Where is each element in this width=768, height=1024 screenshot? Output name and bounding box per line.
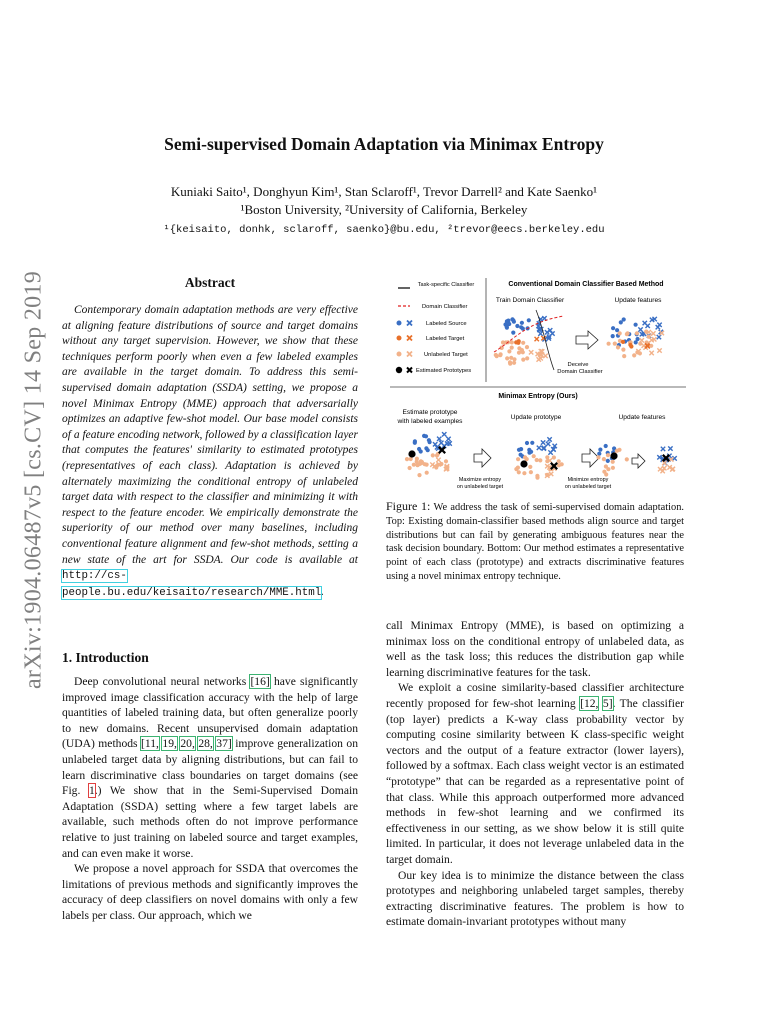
scatter-point — [510, 346, 514, 350]
intro-paragraph-4: Our key idea is to minimize the distance between the class prototypes and neighboring unlabeled target samples, thereby extracting discriminative features. The problem is how to estimate domain-invariant prototypes without many — [386, 868, 684, 929]
abstract-text: Contemporary domain adaptation methods are very effective at aligning feature distributions of source and target domains without any target supervision. However, we show that these techniques perform poorly when even a few labeled examples are available in the target domain. To address this semi-supervised domain adaptation (SSDA) setting, we propose a novel Minimax Entropy (MME) approach that adversarially optimizes an adaptive few-shot model. Our base model consists of a feature encoding network, followed by a classification layer that computes the features' similarity to estimated prototypes (representatives of each class). Adaptation is achieved by alternately maximizing the conditional entropy of unlabeled target data with respect to the classifier and minimizing it with respect to the feature encoder. We empirically demonstrate the superiority of our method over many baselines, including conventional feature alignment and few-shot methods, setting a new state of the art for SSDA. Our code is available at — [62, 304, 358, 566]
scatter-point — [517, 470, 521, 474]
scatter-cross — [649, 351, 653, 355]
scatter-point — [515, 324, 519, 328]
scatter-point — [517, 346, 521, 350]
bottom-panel-title: Minimax Entropy (Ours) — [498, 393, 578, 400]
scatter-point — [635, 331, 639, 335]
scatter-point — [525, 356, 529, 360]
scatter-point — [425, 463, 429, 467]
scatter-point — [417, 473, 421, 477]
intro-left-column — [62, 674, 358, 924]
bottom-cluster-2 — [514, 437, 564, 479]
scatter-point — [606, 467, 610, 471]
scatter-cross — [640, 338, 644, 342]
scatter-point — [621, 348, 625, 352]
scatter-point — [517, 351, 521, 355]
scatter-point — [527, 318, 531, 322]
bottom-cluster-4 — [657, 446, 676, 473]
scatter-point — [511, 331, 515, 335]
top-panel-title: Conventional Domain Classifier Based Method — [508, 281, 664, 288]
citation-link[interactable]: 19, — [162, 737, 177, 751]
arrow-icon — [632, 454, 645, 468]
scatter-point — [532, 454, 536, 458]
top-step-1-label: Train Domain Classifier — [495, 297, 565, 304]
scatter-point — [552, 455, 556, 459]
scatter-point — [560, 462, 564, 466]
scatter-point — [606, 453, 610, 457]
paper-title: Semi-supervised Domain Adaptation via Minimax Entropy — [164, 134, 604, 154]
scatter-point — [522, 471, 526, 475]
scatter-point — [519, 453, 523, 457]
abstract-body — [62, 303, 358, 601]
bottom-step-2-label: Update prototype — [510, 414, 562, 421]
scatter-point — [538, 458, 542, 462]
legend-unlabeled-target-label: Unlabeled Target — [424, 352, 468, 358]
scatter-cross — [538, 331, 542, 335]
legend-unlabeled-target-icon — [397, 352, 413, 357]
scatter-point — [613, 342, 617, 346]
scatter-point — [610, 452, 617, 459]
scatter-cross — [661, 447, 665, 451]
scatter-point — [625, 457, 629, 461]
scatter-point — [510, 340, 514, 344]
section-heading-introduction: 1. Introduction — [62, 650, 149, 665]
scatter-point — [596, 455, 600, 459]
text-run: have significantly improved image classification accuracy with the help of large quantities of labeled training data, but often generalize poorly to new domains. Recent unsupervised domain adaptation (UDA) methods — [62, 675, 358, 751]
abstract-heading: Abstract — [184, 275, 236, 290]
scatter-point — [634, 340, 638, 344]
intro-paragraph-2-cont: call Minimax Entropy (MME), is based on optimizing a minimax loss on the conditional entropy of unlabeled data, as well as the task loss; this reduces the distribution gap while learning discriminative features for the task. — [386, 619, 684, 679]
top-right-cluster — [607, 317, 665, 358]
scatter-point — [424, 434, 428, 438]
scatter-point — [607, 342, 611, 346]
arrow-icon — [576, 331, 598, 349]
scatter-cross — [543, 354, 547, 358]
text-run: . The classifier (top layer) predicts a K-way class probability vector by computing cosine similarity between K class-specific weight vectors and the output of a feature extractor (lower layers), followed by a softmax. Each class weight vector is an estimated “prototype” that can be regarded as a representative point of that class. While this approach outperformed more advanced methods in few-shot learning and we confirmed its effectiveness in our setting, as we show below it is still quite limited. In particular, it does not leverage unlabeled data in the target domain. — [386, 696, 684, 866]
scatter-point — [510, 317, 514, 321]
scatter-point — [525, 441, 529, 445]
scatter-point — [604, 444, 608, 448]
scatter-point — [629, 344, 633, 348]
scatter-point — [602, 457, 606, 461]
scatter-cross — [657, 348, 661, 352]
author-affiliations: ¹Boston University, ²University of California, Berkeley — [240, 202, 528, 217]
top-step-2-label: Update features — [614, 297, 662, 304]
figure-ref-link[interactable]: 1 — [88, 784, 95, 798]
scatter-cross — [645, 324, 649, 328]
text-run: improve generalization on unlabeled target data by aligning distributions, but can fail to learn discriminative class boundaries on target domains (see Fig. — [62, 737, 358, 798]
scatter-point — [611, 334, 615, 338]
scatter-point — [530, 441, 534, 445]
legend-labeled-source-icon — [397, 321, 413, 326]
maximize-entropy-label-2: on unlabeled target — [456, 484, 504, 490]
scatter-point — [622, 354, 626, 358]
caption-label: Figure 1: — [386, 499, 431, 513]
arxiv-id: arXiv:1904.06487v5 [cs.CV] 14 Sep 2019 — [20, 270, 47, 690]
scatter-point — [428, 440, 432, 444]
scatter-point — [521, 358, 525, 362]
scatter-cross — [657, 335, 661, 339]
scatter-point — [512, 361, 516, 365]
maximize-entropy-label-1: Maximize entropy — [458, 477, 502, 483]
arrow-icon — [582, 449, 599, 467]
scatter-point — [413, 441, 417, 445]
bottom-cluster-3 — [596, 444, 629, 477]
scatter-point — [626, 331, 630, 335]
scatter-point — [420, 460, 424, 464]
scatter-point — [535, 458, 539, 462]
scatter-point — [606, 459, 610, 463]
citation-link[interactable]: 5] — [602, 696, 613, 710]
deceive-label-2: Domain Classifier — [557, 369, 603, 375]
scatter-cross — [546, 442, 550, 446]
author-block — [0, 183, 768, 219]
caption-text: We address the task of semi-supervised domain adaptation. Top: Existing domain-classifier based methods align source and target distributions but can fail by generating ambiguous features near the task decision boundary. Bottom: Our method estimates a representative point of each class (prototype) and extracts discriminative features using a novel minimax entropy technique. — [386, 502, 684, 582]
citation-link[interactable]: 20, — [180, 737, 195, 751]
scatter-point — [424, 446, 428, 450]
scatter-point — [602, 470, 606, 474]
bottom-step-3-label: Update features — [618, 414, 666, 421]
scatter-point — [408, 466, 412, 470]
scatter-point — [615, 449, 619, 453]
scatter-point — [520, 321, 524, 325]
intro-paragraph-3 — [386, 680, 684, 867]
scatter-point — [405, 457, 409, 461]
scatter-point — [431, 453, 435, 457]
scatter-point — [528, 465, 532, 469]
scatter-point — [412, 463, 416, 467]
scatter-cross — [651, 331, 655, 335]
intro-right-column — [386, 618, 684, 930]
bottom-step-1-label-1: Estimate prototype — [402, 409, 458, 416]
arxiv-stamp — [14, 260, 54, 700]
scatter-cross — [638, 327, 642, 331]
scatter-point — [417, 447, 421, 451]
scatter-point — [505, 319, 509, 323]
scatter-point — [519, 447, 523, 451]
scatter-point — [505, 356, 509, 360]
scatter-point — [557, 459, 561, 463]
scatter-point — [611, 326, 615, 330]
scatter-point — [611, 460, 615, 464]
scatter-cross — [446, 437, 450, 441]
scatter-point — [520, 460, 527, 467]
legend-labeled-source-label: Labeled Source — [426, 321, 467, 327]
minimize-entropy-label-2: on unlabeled target — [564, 484, 612, 490]
scatter-point — [616, 345, 620, 349]
text-run: We exploit a cosine similarity-based classifier architecture recently proposed for few-shot learning — [386, 681, 684, 710]
scatter-point — [535, 474, 539, 478]
scatter-cross — [436, 458, 440, 462]
figure-1-caption — [386, 500, 684, 584]
minimize-entropy-label-1: Minimize entropy — [567, 477, 609, 483]
scatter-cross — [547, 437, 551, 441]
intro-paragraph-1 — [62, 674, 358, 861]
author-names: Kuniaki Saito¹, Donghyun Kim¹, Stan Sclaroff¹, Trevor Darrell² and Kate Saenko¹ — [170, 184, 598, 199]
scatter-point — [444, 459, 448, 463]
deceive-label-1: Deceive — [567, 362, 589, 368]
citation-link[interactable]: [11, — [141, 737, 159, 751]
citation-link[interactable]: 28, — [198, 737, 213, 751]
scatter-cross — [541, 440, 545, 444]
bottom-cluster-1 — [405, 432, 452, 477]
scatter-point — [425, 471, 429, 475]
scatter-cross — [535, 337, 539, 341]
scatter-point — [507, 349, 511, 353]
scatter-point — [501, 340, 505, 344]
scatter-point — [415, 457, 419, 461]
scatter-point — [523, 455, 527, 459]
scatter-cross — [437, 437, 441, 441]
abstract-end: . — [321, 585, 325, 598]
legend-labeled-target-label: Labeled Target — [426, 336, 465, 342]
scatter-point — [516, 457, 520, 461]
scatter-cross — [529, 350, 533, 354]
scatter-point — [621, 340, 625, 344]
text-run: Deep convolutional neural networks — [74, 675, 247, 688]
code-link[interactable]: http://cs-people.bu.edu/keisaito/research/MME.html — [62, 570, 322, 599]
scatter-point — [598, 448, 602, 452]
legend-prototype-label: Estimated Prototypes — [416, 368, 472, 374]
scatter-cross — [537, 446, 541, 450]
scatter-point — [529, 470, 533, 474]
scatter-cross — [668, 446, 672, 450]
scatter-point — [505, 326, 509, 330]
scatter-point — [611, 466, 615, 470]
legend-domain-label: Domain Classifier — [422, 304, 468, 310]
citation-link[interactable]: [16] — [250, 675, 270, 688]
legend-prototype-icon — [396, 367, 412, 373]
scatter-point — [634, 323, 638, 327]
scatter-point — [408, 450, 415, 457]
citation-link[interactable]: 37] — [216, 737, 232, 751]
scatter-point — [508, 362, 512, 366]
scatter-point — [619, 320, 623, 324]
intro-paragraph-2: We propose a novel approach for SSDA that overcomes the limitations of previous methods and significantly improves the accuracy of deep classifiers on novel domains with only a few labels per class. Our approach, which we — [62, 862, 358, 922]
author-emails: ¹{keisaito, donhk, sclaroff, saenko}@bu.edu, ²trevor@eecs.berkeley.edu — [163, 224, 605, 236]
scatter-point — [521, 350, 525, 354]
arrow-icon — [474, 449, 491, 467]
citation-link[interactable]: [12, — [580, 696, 599, 710]
legend-task-label: Task-specific Classifier — [417, 282, 475, 288]
scatter-point — [618, 331, 622, 335]
scatter-point — [499, 352, 503, 356]
scatter-point — [525, 345, 529, 349]
scatter-point — [435, 453, 439, 457]
scatter-point — [521, 341, 525, 345]
scatter-point — [494, 353, 498, 357]
bottom-step-1-label-2: with labeled examples — [397, 418, 463, 425]
text-run: .) We show that in the Semi-Supervised Domain Adaptation (SSDA) setting where a few target labels are available, such methods often do not improve performance relative to just training on labeled source and target examples, and can even make it worse. — [62, 784, 358, 860]
legend-labeled-target-icon — [397, 336, 413, 341]
scatter-point — [632, 353, 636, 357]
scatter-point — [529, 450, 533, 454]
scatter-point — [514, 340, 518, 344]
figure-1 — [386, 270, 690, 498]
scatter-cross — [442, 432, 446, 436]
scatter-point — [597, 452, 601, 456]
